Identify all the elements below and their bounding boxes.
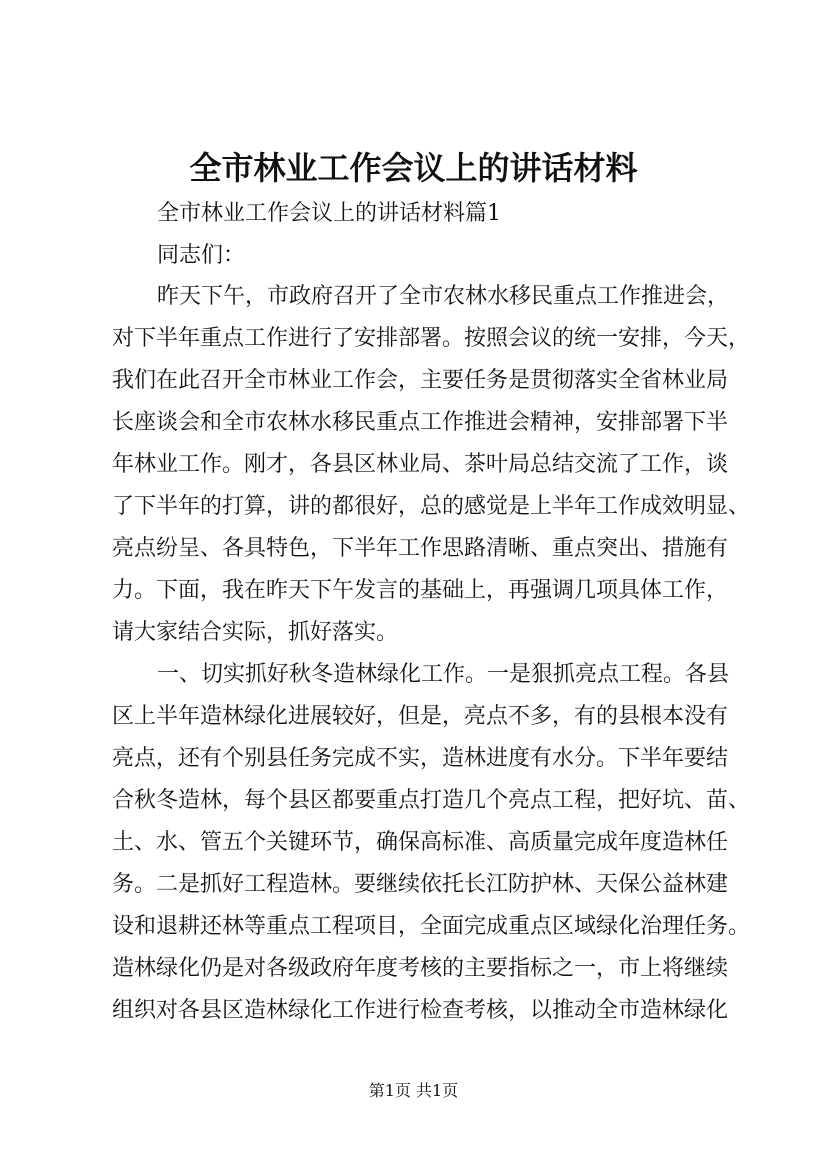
document-title: 全市林业工作会议上的讲话材料: [189, 149, 638, 187]
body-line: 了下半年的打算，讲的都很好，总的感觉是上半年工作成效明显、: [112, 494, 751, 519]
body-line: 年林业工作。刚才，各县区林业局、茶叶局总结交流了工作，谈: [112, 452, 729, 477]
body-line: 组织对各县区造林绿化工作进行检查考核，以推动全市造林绿化: [112, 998, 729, 1023]
body-line: 亮点纷呈、各具特色，下半年工作思路清晰、重点突出、措施有: [112, 536, 729, 561]
body-line: 设和退耕还林等重点工程项目，全面完成重点区域绿化治理任务。: [112, 914, 751, 939]
body-line: 亮点，还有个别县任务完成不实，造林进度有水分。下半年要结: [112, 746, 729, 771]
body-line: 长座谈会和全市农林水移民重点工作推进会精神，安排部署下半: [112, 410, 729, 435]
page-footer: 第1页 共1页: [368, 1081, 459, 1100]
body-line: 一、切实抓好秋冬造林绿化工作。一是狠抓亮点工程。各县: [157, 662, 730, 687]
body-line: 力。下面，我在昨天下午发言的基础上，再强调几项具体工作，: [112, 578, 729, 603]
body-line: 区上半年造林绿化进展较好，但是，亮点不多，有的县根本没有: [112, 704, 729, 729]
body-line: 昨天下午，市政府召开了全市农林水移民重点工作推进会，: [157, 284, 730, 309]
document-subtitle: 全市林业工作会议上的讲话材料篇1: [157, 201, 501, 226]
body-line: 请大家结合实际，抓好落实。: [112, 620, 399, 645]
body-line: 土、水、管五个关键环节，确保高标准、高质量完成年度造林任: [112, 830, 729, 855]
body-line: 造林绿化仍是对各级政府年度考核的主要指标之一，市上将继续: [112, 956, 729, 981]
body-line: 对下半年重点工作进行了安排部署。按照会议的统一安排，今天，: [112, 326, 751, 351]
body-line: 合秋冬造林，每个县区都要重点打造几个亮点工程，把好坑、苗、: [112, 788, 751, 813]
greeting: 同志们：: [157, 243, 246, 268]
body-line: 我们在此召开全市林业工作会，主要任务是贯彻落实全省林业局: [112, 368, 729, 393]
body-line: 务。二是抓好工程造林。要继续依托长江防护林、天保公益林建: [112, 872, 729, 897]
